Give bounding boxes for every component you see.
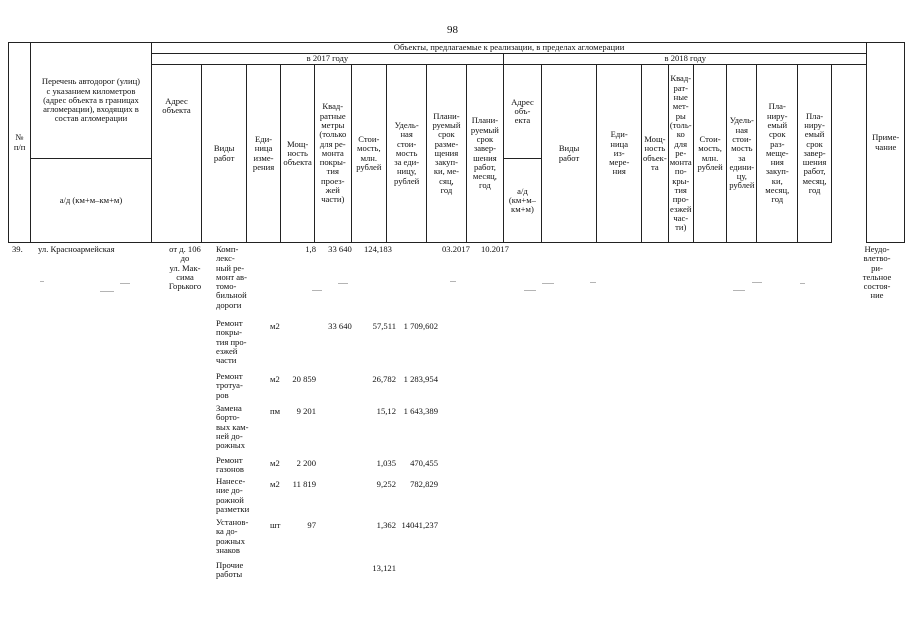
header-sqm-2018: Квад- рат- ные мет- ры (толь- ко для ре- монта по- кры- тия про- езжей час- ти)	[668, 65, 693, 243]
header-power-2017: Мощ- ность объекта	[281, 65, 315, 243]
row-number: 39.	[12, 244, 23, 254]
work-specific-cost: 782,829	[410, 479, 438, 489]
work-specific-cost: 1 283,954	[403, 374, 438, 384]
work-unit: м2	[270, 321, 280, 331]
row-power: 1,8	[305, 244, 316, 254]
work-name: Замена борто- вых кам- ней до- рожных	[216, 403, 249, 451]
header-address-2018-km: а/д (км+м– км+м)	[504, 159, 541, 243]
row-plan-completion: 10.2017	[481, 244, 509, 254]
header-objects-group: Объекты, предлагаемые к реализации, в пределах агломерации	[151, 43, 867, 54]
header-plan-placement-2017: Плани- руемый срок разме- щения закуп- ки, ме- сяц, год	[427, 65, 466, 243]
page-number: 98	[447, 24, 458, 36]
header-address-2017: Адрес объекта	[151, 65, 202, 243]
work-name: Ремонт газонов	[216, 455, 244, 475]
work-power: 9 201	[296, 406, 316, 416]
work-power: 20 859	[292, 374, 316, 384]
object-address: от д. 106 до ул. Мак- сима Горького	[168, 244, 202, 292]
work-specific-cost: 14041,237	[401, 520, 438, 530]
work-power: 97	[307, 520, 316, 530]
work-name: Ремонт тротуа- ров	[216, 371, 243, 400]
row-cost: 124,183	[364, 244, 392, 254]
work-name: Установ- ка до- рожных знаков	[216, 517, 249, 555]
work-cost: 1,035	[376, 458, 396, 468]
header-unit-2017: Еди- ница изме- рения	[246, 65, 280, 243]
work-unit: шт	[270, 520, 281, 530]
header-sqm-2017: Квад- ратные метры (только для ре- монта покры- тия проез- жей части)	[315, 65, 352, 243]
work-cost: 26,782	[372, 374, 396, 384]
work-cost: 9,252	[376, 479, 396, 489]
row-note: Неудо- влетво- ри- тельное состоя- ние	[862, 244, 892, 301]
work-specific-cost: 1 709,602	[403, 321, 438, 331]
header-specific-cost-2017: Удель- ная стои- мость за еди- ницу, рублей	[387, 65, 427, 243]
header-note: Приме- чание	[867, 43, 905, 243]
header-year-2017: в 2017 году	[151, 54, 504, 65]
header-address-2018: Адрес объ- екта	[504, 65, 541, 159]
work-unit: м2	[270, 458, 280, 468]
header-table	[8, 42, 905, 243]
work-name: Прочие работы	[216, 560, 244, 580]
header-cost-2018: Стои- мость, млн. рублей	[693, 65, 727, 243]
header-unit-2018: Еди- ница из- мере- ния	[597, 65, 642, 243]
header-specific-cost-2018: Удель- ная стои- мость за едини- цу, рублей	[727, 65, 757, 243]
header-road-km: а/д (км+м–км+м)	[31, 159, 151, 243]
header-works-2018: Виды работ	[541, 65, 597, 243]
row-sqm: 33 640	[328, 244, 352, 254]
header-works-2017: Виды работ	[202, 65, 247, 243]
work-cost: 15,12	[376, 406, 396, 416]
row-plan-placement: 03.2017	[442, 244, 470, 254]
work-specific-cost: 1 643,389	[403, 406, 438, 416]
work-specific-cost: 470,455	[410, 458, 438, 468]
header-plan-completion-2018: Пла- ниру- емый срок завер- шения работ, месяц, год	[798, 65, 832, 243]
work-cost: 13,121	[372, 563, 396, 573]
work-cost: 1,362	[376, 520, 396, 530]
road-name: ул. Красноармейская	[38, 244, 115, 254]
header-plan-completion-2017: Плани- руемый срок завер- шения работ, месяц, год	[466, 65, 504, 243]
work-power: 11 819	[292, 479, 316, 489]
work-cost: 57,511	[372, 321, 396, 331]
work-power: 2 200	[296, 458, 316, 468]
work-unit: м2	[270, 374, 280, 384]
header-cost-2017: Стои- мость, млн. рублей	[351, 65, 387, 243]
header-number: № п/п	[9, 43, 31, 243]
work-unit: м2	[270, 479, 280, 489]
work-name: Нанесе- ние до- рожной разметки	[216, 476, 250, 514]
header-plan-placement-2018: Пла- ниру- емый срок раз- меще- ния закуп- ки, месяц, год	[757, 65, 798, 243]
header-year-2018: в 2018 году	[504, 54, 867, 65]
header-power-2018: Мощ- ность объек- та	[641, 65, 668, 243]
work-sqm: 33 640	[328, 321, 352, 331]
work-name: Комп- лекс- ный ре- монт ав- томо- бильной дороги	[216, 244, 247, 310]
header-road-list: Перечень автодорог (улиц) с указанием километров (адрес объекта в границах агломерации), входящих в состав агломерации	[31, 43, 151, 159]
work-unit: пм	[270, 406, 281, 416]
work-name: Ремонт покры- тия про- езжей части	[216, 318, 247, 366]
